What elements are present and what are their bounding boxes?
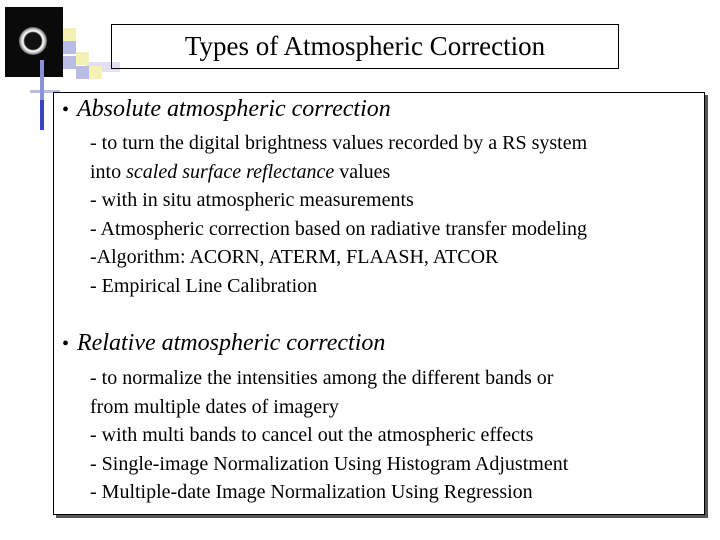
list-item: - Multiple-date Image Normalization Using Regression (90, 481, 533, 504)
deco-line (40, 60, 44, 100)
list-item: - to normalize the intensities among the different bands or (90, 367, 554, 389)
list-item: - Atmospheric correction based on radiative transfer modeling (90, 217, 588, 240)
deco-line (40, 100, 44, 130)
list-item: into scaled surface reflectance values (90, 160, 391, 183)
eclipse-logo-icon (5, 7, 63, 77)
eclipse-ring (19, 27, 47, 55)
section-items-absolute (90, 129, 587, 301)
deco-square (76, 52, 89, 65)
slide-title-box (111, 24, 619, 69)
deco-square (63, 28, 76, 41)
list-item: -Algorithm: ACORN, ATERM, FLAASH, ATCOR (90, 246, 499, 269)
deco-square (89, 66, 102, 79)
list-item: - to turn the digital brightness values recorded by a RS system (90, 132, 588, 154)
deco-square (63, 41, 76, 54)
bullet-icon: • (62, 99, 70, 121)
list-item: - with multi bands to cancel out the atmospheric effects (90, 424, 534, 447)
section-heading-absolute: • Absolute atmospheric correction (62, 96, 391, 122)
deco-square (76, 66, 89, 79)
deco-square (63, 56, 76, 69)
list-item: - Empirical Line Calibration (90, 274, 318, 297)
bullet-icon: • (62, 333, 70, 355)
list-item: - with in situ atmospheric measurements (90, 189, 414, 212)
slide-title: Types of Atmospheric Correction (184, 31, 546, 61)
content-box (53, 92, 705, 515)
list-item: - Single-image Normalization Using Histogram Adjustment (90, 452, 569, 475)
list-item: from multiple dates of imagery (90, 395, 339, 418)
section-items-relative (90, 364, 568, 507)
section-heading-relative: • Relative atmospheric correction (62, 330, 386, 356)
